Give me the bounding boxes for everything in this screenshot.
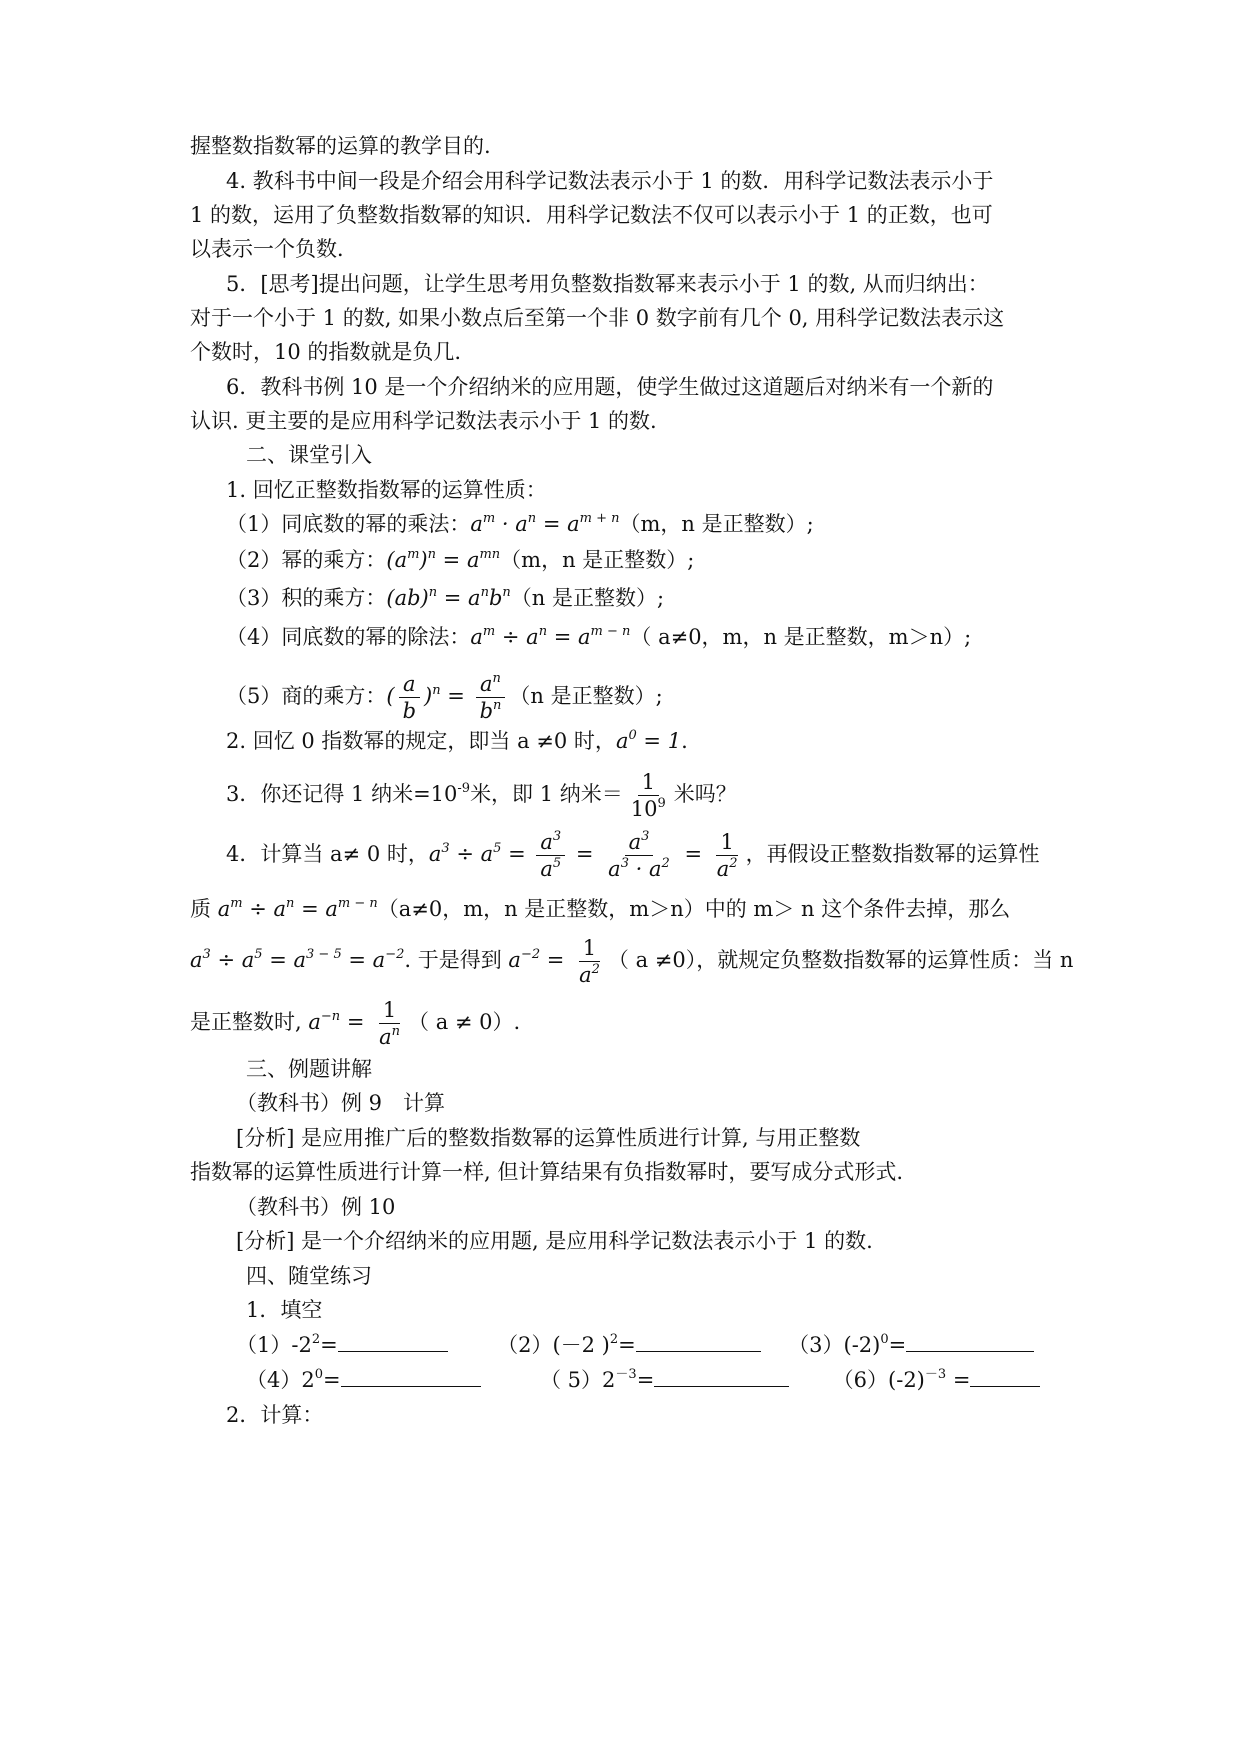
- text-line: 5．[思考]提出问题，让学生思考用负整数指数幂来表示小于 1 的数, 从而归纳出：: [226, 272, 989, 296]
- text-line: （教科书）例 10: [236, 1195, 396, 1219]
- text-line: 4. 教科书中间一段是介绍会用科学记数法表示小于 1 的数．用科学记数法表示小于: [226, 169, 994, 193]
- text-line: 是正整数时, $a^{-n}$ = $\frac{1}{a^n}$ （ a ≠ 0）.: [190, 998, 521, 1049]
- text-line: 1. 回忆正整数指数幂的运算性质：: [226, 478, 547, 502]
- section-heading: 二、课堂引入: [246, 443, 372, 467]
- answer-blank[interactable]: [338, 1331, 448, 1352]
- answer-blank[interactable]: [341, 1366, 481, 1387]
- text-line: $a^3 \div a^5 = a^{3 - 5} = a^{-2}$. 于是得到 $a^{-2}$ = $\frac{1}{a^2}$ （ a ≠0），就规定负整数指数幂的运算性质：当 n: [190, 936, 1074, 987]
- fill-blank-row-2: $(4)2^0=$ （ $5)2^{-3}= (6)(-2)^{-3}$ =: [246, 1365, 1116, 1395]
- section-heading: 三、例题讲解: [246, 1057, 372, 1081]
- text-line: 认识. 更主要的是应用科学记数法表示小于 1 的数.: [190, 409, 657, 433]
- section-heading: 四、随堂练习: [246, 1264, 372, 1288]
- text-line: 6．教科书例 10 是一个介绍纳米的应用题，使学生做过这道题后对纳米有一个新的: [226, 375, 994, 399]
- text-line: 质 $a^m \div a^n = a^{m - n}(a\ne 0$，m，n 是正整数，m＞n）中的 m＞ n 这个条件去掉，那么: [190, 896, 1011, 921]
- recall-zero-exponent: 2. 回忆 0 指数幂的规定，即当 a ≠0 时，$a^0 = 1$.: [226, 728, 688, 753]
- compute-line: 4．计算当 a≠ 0 时，$a^3 \div a^5$ = $\frac{a^3}{a^5}$ = $\frac{a^3}{a^3 \cdot a^2}$ = $\frac{1}{a^2}$ ，再假设正整数指数幂的运算性: [226, 829, 1040, 881]
- property-5: （5）商的乘方：( $\frac{a}{b}$ )$^n$ = $\frac{a^n}{b^n}$ （n 是正整数）;: [226, 671, 663, 723]
- text-line: 个数时，10 的指数就是负几.: [190, 340, 462, 364]
- text-line: 握整数指数幂的运算的教学目的.: [190, 134, 491, 158]
- property-2: （2）幂的乘方：$(a^m)^n = a^{mn}(m$，n 是正整数）;: [226, 547, 695, 572]
- text-line: 2．计算：: [226, 1403, 324, 1427]
- answer-blank[interactable]: [636, 1331, 761, 1352]
- property-1: （1）同底数的幂的乘法：$a^m \cdot a^n = a^{m + n}(m$，n 是正整数）;: [226, 511, 814, 536]
- fill-blank-row-1: $(1)-2^2= (2)(-2$ )$^2= (3)(-2)^0=$: [236, 1330, 1106, 1360]
- text-line: （教科书）例 9 计算: [236, 1091, 446, 1115]
- property-4: （4）同底数的幂的除法：$a^m \div a^n = a^{m - n}$（ a≠0，m，n 是正整数，m＞n）;: [226, 624, 972, 649]
- answer-blank[interactable]: [906, 1331, 1034, 1352]
- text-line: 1．填空: [246, 1298, 323, 1322]
- text-line: 1 的数，运用了负整数指数幂的知识．用科学记数法不仅可以表示小于 1 的正数，也可: [190, 203, 993, 227]
- text-line: 以表示一个负数．: [190, 237, 358, 261]
- answer-blank[interactable]: [654, 1366, 789, 1387]
- recall-nanometer: 3．你还记得 1 纳米$=10^{-9}$米，即 1 纳米＝ $\frac{1}{10^9}$ 米吗？: [226, 770, 737, 821]
- text-line: [分析] 是应用推广后的整数指数幂的运算性质进行计算, 与用正整数: [236, 1126, 861, 1150]
- answer-blank[interactable]: [970, 1366, 1040, 1387]
- property-3: （3）积的乘方：$(ab)^n = a^nb^n(n$ 是正整数）;: [226, 585, 665, 610]
- text-line: [分析] 是一个介绍纳米的应用题, 是应用科学记数法表示小于 1 的数.: [236, 1229, 873, 1253]
- text-line: 指数幂的运算性质进行计算一样, 但计算结果有负指数幂时，要写成分式形式.: [190, 1160, 904, 1184]
- text-line: 对于一个小于 1 的数, 如果小数点后至第一个非 0 数字前有几个 0, 用科学记数法表示这: [190, 306, 1005, 330]
